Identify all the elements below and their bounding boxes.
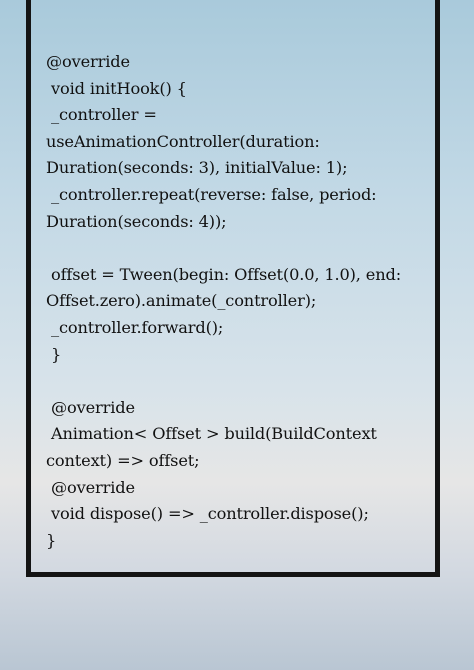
code-block [46, 49, 426, 554]
code-line-4: useAnimationController(duration: [46, 131, 320, 151]
code-line-17: @override [46, 477, 135, 497]
code-line-12: } [46, 344, 62, 364]
code-line-15: Animation< Offset > build(BuildContext [46, 424, 377, 444]
code-line-1: @override [46, 52, 130, 71]
code-line-6: _controller.repeat(reverse: false, period: [46, 184, 377, 204]
code-line-19: } [46, 530, 57, 550]
code-line-2: void initHook() { [46, 78, 187, 98]
code-line-11: _controller.forward(); [46, 317, 224, 337]
code-line-7: Duration(seconds: 4)); [46, 211, 227, 231]
code-line-5: Duration(seconds: 3), initialValue: 1); [46, 158, 348, 178]
code-line-14: @override [46, 397, 135, 417]
code-line-3: _controller = [46, 105, 157, 125]
code-line-10: Offset.zero).animate(_controller); [46, 291, 317, 311]
code-line-9: offset = Tween(begin: Offset(0.0, 1.0), end: [46, 264, 402, 284]
code-line-16: context) => offset; [46, 450, 200, 470]
code-line-8 [46, 235, 426, 262]
code-line-13 [46, 368, 426, 395]
code-line-18: void dispose() => _controller.dispose(); [46, 504, 369, 524]
